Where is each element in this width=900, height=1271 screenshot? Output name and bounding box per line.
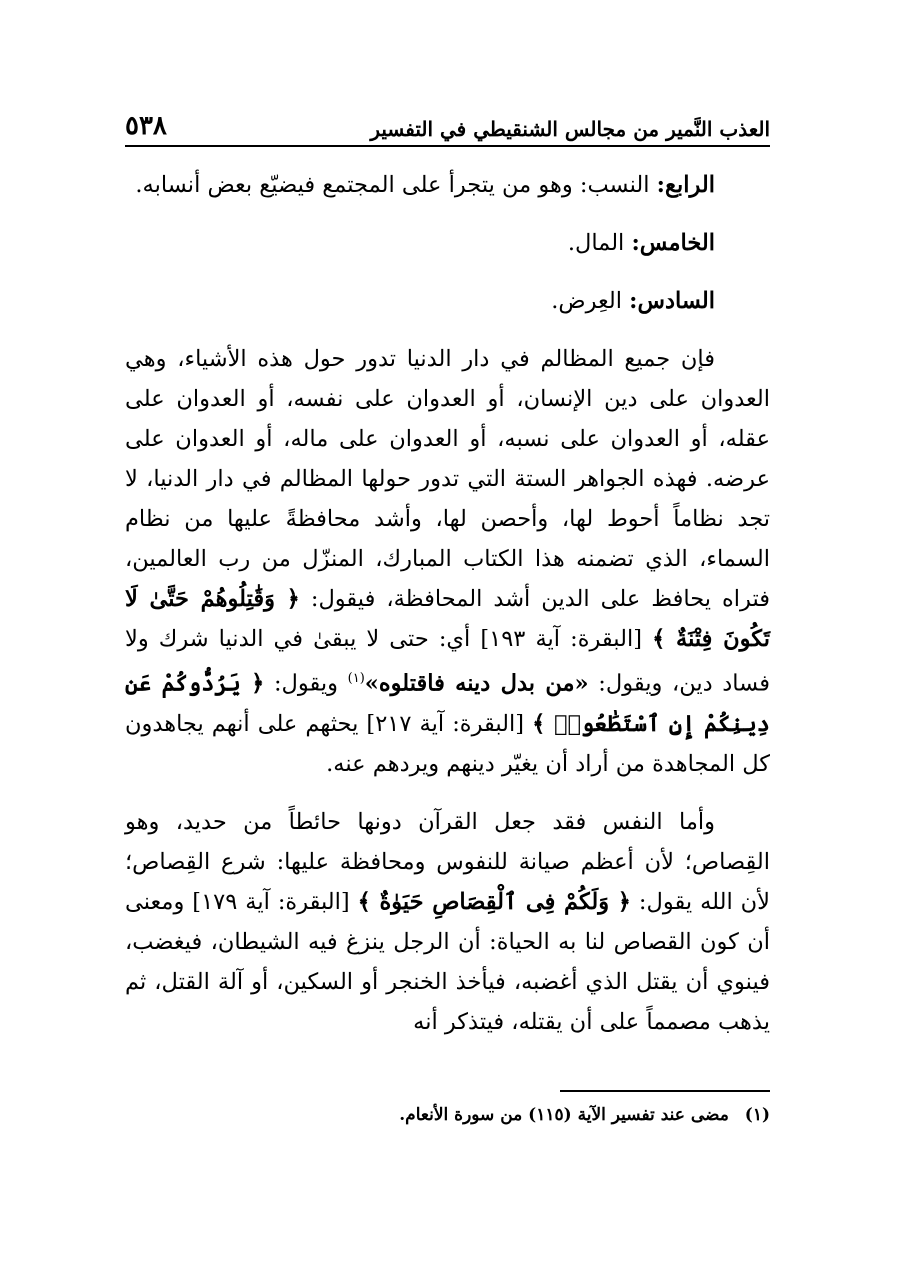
footnote-divider [560, 1090, 770, 1092]
paragraph-text: العِرض. [551, 288, 623, 314]
paragraph-religion [125, 339, 770, 784]
book-title: العذب النَّمير من مجالس الشنقيطي في التفسير [370, 117, 770, 141]
body-text: [البقرة: آية ١٧٩] ومعنى أن كون القصاص لنا به الحياة: أن الرجل ينزغ فيه الشيطان، فيغضب، فينوي أن يقتل الذي أغضبه، فيأخذ الخنجر أو السكين، أو آلة القتل، ثم يذهب مصمماً على أن يقتله، فيتذكر أنه [125, 888, 770, 1035]
body-text: [البقرة: آية ٢١٧] يحثهم على أنهم يجاهدون كل المجاهدة من أراد أن يغيّر دينهم ويردهم عنه. [125, 710, 770, 777]
page-body [125, 165, 770, 1042]
paragraph-text: المال. [567, 230, 625, 256]
page-number: ٥٣٨ [125, 111, 167, 141]
hadith-quote: «من بدل دينه فاقتلوه» [364, 670, 589, 697]
book-page [125, 95, 771, 1125]
footnote-text: مضى عند تفسير الآية (١١٥) من سورة الأنعام. [399, 1105, 729, 1125]
quran-verse: ﴿ وَلَكُمْ فِى ٱلْقِصَاصِ حَيَوٰةٌ ﴾ [357, 888, 631, 915]
running-header [125, 95, 770, 147]
paragraph-lead: السادس: [629, 288, 715, 314]
footnote-number: (١) [744, 1105, 770, 1125]
paragraph-lead: الرابع: [656, 172, 715, 198]
body-text: ويقول: [273, 670, 338, 697]
paragraph-sixth [125, 281, 770, 321]
quran-verse: ﴿ يَرُدُّوكُمْ عَن دِينِكُمْ إِنِ ٱسْتَطَٰعُوا۟ ﴾ [125, 670, 770, 737]
footnote-reference[interactable]: (١) [347, 671, 365, 686]
body-text: [البقرة: آية ١٩٣] أي: حتى لا يبقىٰ في الدنيا شرك ولا فساد دين، ويقول: [125, 626, 770, 697]
paragraph-fifth [125, 223, 770, 263]
footnote [399, 1105, 770, 1125]
paragraph-soul [125, 802, 770, 1042]
paragraph-lead: الخامس: [631, 230, 715, 256]
paragraph-fourth [125, 165, 770, 205]
paragraph-text: النسب: وهو من يتجرأ على المجتمع فيضيّع بعض أنسابه. [135, 172, 650, 198]
quran-verse: ﴿ وَقَٰتِلُوهُمْ حَتَّىٰ لَا تَكُونَ فِتْنَةٌ ﴾ [125, 586, 770, 652]
body-text: فإن جميع المظالم في دار الدنيا تدور حول هذه الأشياء، وهي العدوان على دين الإنسان، أو العدوان على نفسه، أو العدوان على عقله، أو العدوان على نسبه، أو العدوان على ماله، أو العدوان على عرضه. فهذه الجواهر الستة التي تدور حولها المظالم في دار الدنيا، لا تجد نظاماً أحوط لها، وأحصن لها، وأشد محافظةً عليها من نظام السماء، الذي تضمنه هذا الكتاب المبارك، المنزّل من رب العالمين، فتراه يحافظ على الدين أشد المحافظة، فيقول: [125, 346, 771, 612]
body-text: وأما النفس فقد جعل القرآن دونها حائطاً من حديد، وهو القِصاص؛ لأن أعظم صيانة للنفوس ومحافظة عليها: شرع القِصاص؛ لأن الله يقول: [125, 808, 771, 915]
